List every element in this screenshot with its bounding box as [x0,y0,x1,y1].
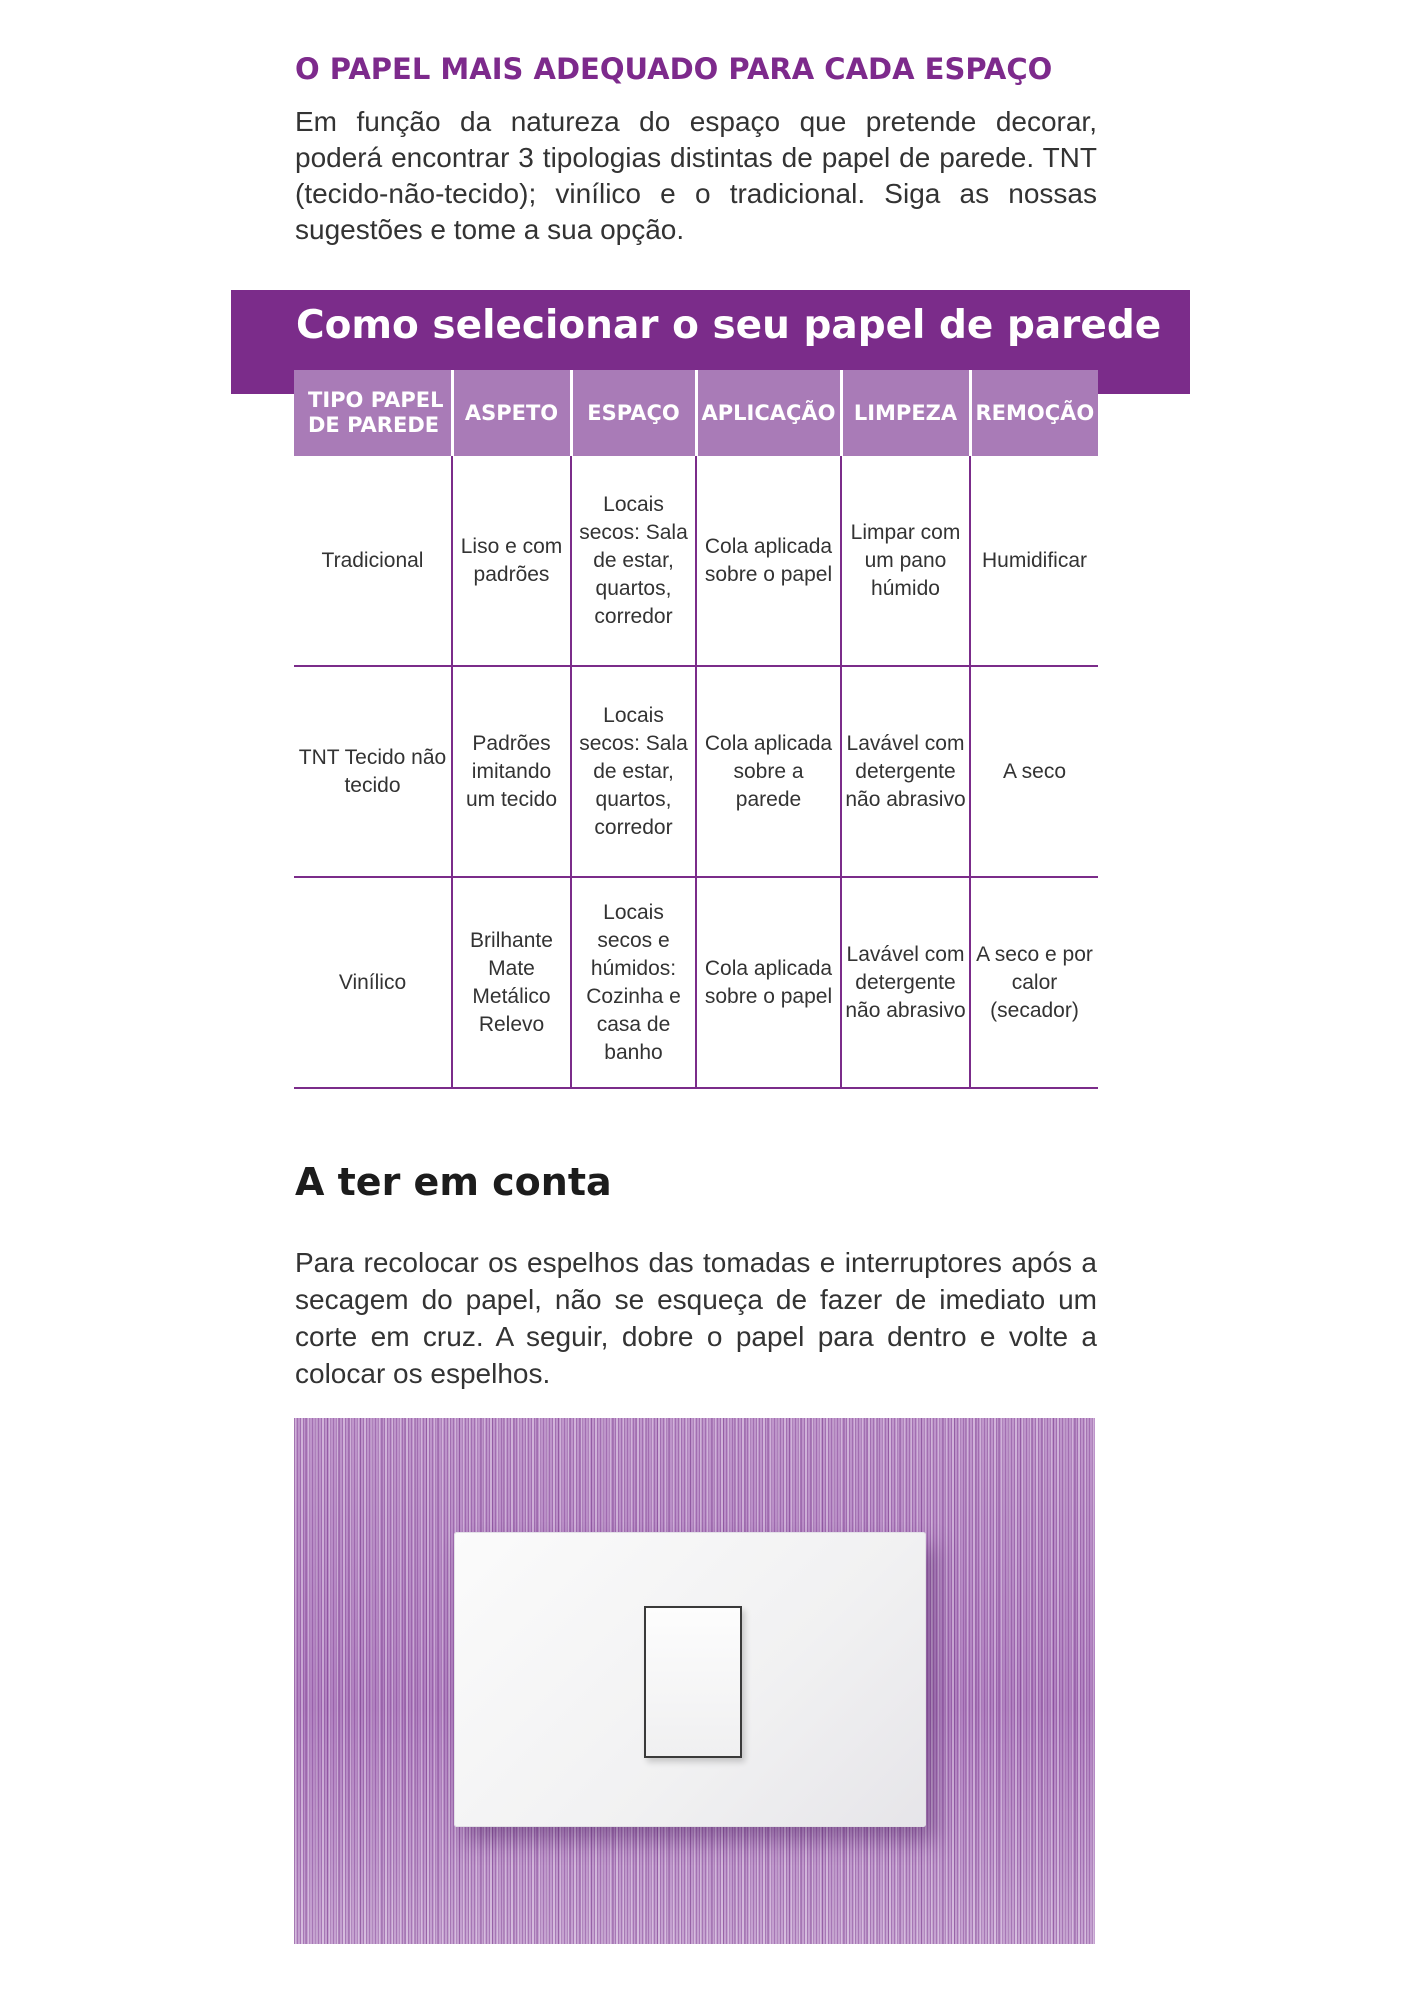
table-cell: Locais secos: Sala de estar, quartos, corredor [571,666,696,877]
table-cell: Vinílico [294,877,452,1088]
table-cell: Humidificar [970,456,1098,666]
table-cell: Limpar com um pano húmido [841,456,970,666]
table-cell: Lavável com detergente não abrasivo [841,666,970,877]
column-header-application: APLICAÇÃO [696,370,841,456]
switch-plate [454,1532,926,1827]
table-cell: Tradicional [294,456,452,666]
column-header-cleaning: LIMPEZA [841,370,970,456]
table-row [294,666,1098,877]
table-cell: Locais secos e húmidos: Cozinha e casa de banho [571,877,696,1088]
light-switch-icon [644,1606,742,1758]
table-cell: Brilhante Mate Metálico Relevo [452,877,571,1088]
table-cell: Cola aplicada sobre a parede [696,666,841,877]
table-cell: A seco [970,666,1098,877]
intro-paragraph: Em função da natureza do espaço que pretende decorar, poderá encontrar 3 tipologias distintas de papel de parede. TNT (tecido-não-tecido); vinílico e o tradicional. Siga as nossas sugestões e tome a sua opção. [295,106,1097,245]
tip-heading: A ter em conta [295,1160,612,1204]
table-header-row [294,370,1098,456]
column-header-type: TIPO PAPEL DE PAREDE [294,370,452,456]
wallpaper-comparison-table [294,370,1098,1089]
column-header-aspect: ASPETO [452,370,571,456]
table-row [294,877,1098,1088]
column-header-removal: REMOÇÃO [970,370,1098,456]
table-cell: Lavável com detergente não abrasivo [841,877,970,1088]
table-row [294,456,1098,666]
table-cell: Padrões imitando um tecido [452,666,571,877]
table-cell: A seco e por calor (secador) [970,877,1098,1088]
table-cell: TNT Tecido não tecido [294,666,452,877]
table-cell: Cola aplicada sobre o papel [696,456,841,666]
column-header-space: ESPAÇO [571,370,696,456]
section-heading: O PAPEL MAIS ADEQUADO PARA CADA ESPAÇO [295,52,1053,86]
table-cell: Liso e com padrões [452,456,571,666]
wallpaper-switch-photo [294,1418,1095,1944]
banner-title: Como selecionar o seu papel de parede [296,303,1162,348]
table-cell: Locais secos: Sala de estar, quartos, corredor [571,456,696,666]
tip-paragraph: Para recolocar os espelhos das tomadas e interruptores após a secagem do papel, não se esqueça de fazer de imediato um corte em cruz. A seguir, dobre o papel para dentro e volte a colocar os espelhos. [295,1247,1097,1389]
table-cell: Cola aplicada sobre o papel [696,877,841,1088]
